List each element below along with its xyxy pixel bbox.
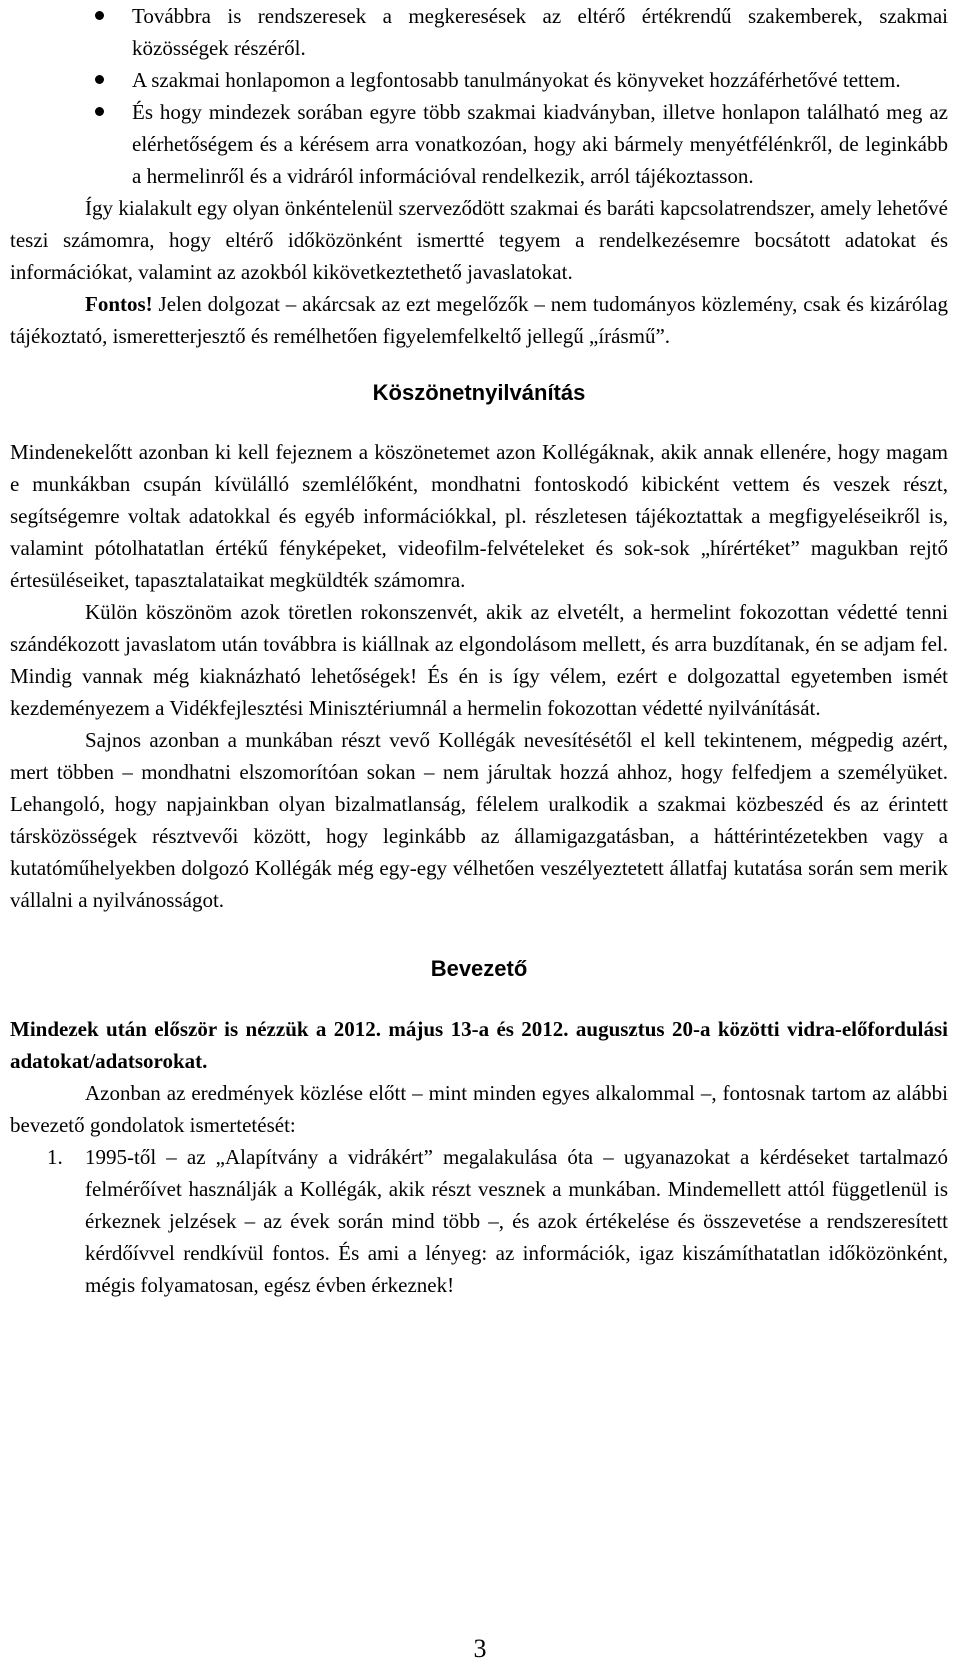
thanks-paragraph: Sajnos azonban a munkában részt vevő Kollégák nevesítésétől el kell tekintenem, mégpedig azért, mert többen – mondhatni elszomorítóan sokan – nem járultak hozzá ahhoz, hogy felfedjem a személyüket. Lehangoló, hogy napjainkban olyan bizalmatlanság, félelem uralkodik a szakmai közbeszéd és az érintett társközösségek résztvevői között, hogy leginkább az államigazgatásban, a háttérintézetekben vagy a kutatóműhelyekben dolgozó Kollégák még egy-egy vélhetően veszélyeztetett állatfaj kutatása során sem merik vállalni a nyilvánosságot. <box>10 728 948 912</box>
thanks-paragraph: Külön köszönöm azok töretlen rokonszenvét, akik az elvetélt, a hermelint fokozottan védetté tenni szándékozott javaslatom után továbbra is kiállnak az elgondolásom mellett, és arra buzdítanak, én se adjam fel. Mindig vannak még kiaknázható lehetőségek! És én is így vélem, ezért e dolgozattal egyetemben ismét kezdeményezem a Vidékfejlesztési Minisztériumnál a hermelin fokozottan védetté nyilvánítását. <box>10 600 948 720</box>
fontos-label: Fontos! <box>85 292 153 316</box>
bullet-dot-icon <box>95 107 104 116</box>
page-content <box>10 0 948 1301</box>
paragraph: Így kialakult egy olyan önkéntelenül szerveződött szakmai és baráti kapcsolatrendszer, amely lehetővé teszi számomra, hogy eltérő időközönként ismertté tegyem a rendelkezésemre bocsátott adatokat és információkat, valamint az azokból kikövetkeztethető javaslatokat. <box>10 196 948 284</box>
intro-paragraph: Azonban az eredmények közlése előtt – mint minden egyes alkalommal –, fontosnak tartom az alábbi bevezető gondolatok ismertetését: <box>10 1081 948 1137</box>
page-number: 3 <box>473 1634 487 1663</box>
bullet-text: És hogy mindezek sorában egyre több szakmai kiadványban, illetve honlapon található meg az elérhetőségem és a kérésem arra vonatkozóan, hogy aki bármely menyétfélénkről, de leginkább a hermelinről és a vidráról információval rendelkezik, arról tájékoztasson. <box>132 100 948 188</box>
section-heading-thanks: Köszönetnyilvánítás <box>372 380 586 405</box>
paragraph-fontos <box>10 288 948 352</box>
bullet-item <box>10 0 948 64</box>
numbered-item <box>10 1141 948 1301</box>
item-number: 1. <box>47 1145 63 1169</box>
item-text: 1995-től – az „Alapítvány a vidrákért” megalakulása óta – ugyanazokat a kérdéseket tartalmazó felmérőívet használják a Kollégák, akik részt vesznek a munkában. Mindemellett attól függetlenül is érkeznek jelzések – az évek során mind több –, és azok értékelése és összevetése a rendszeresített kérdőívvel rendkívül fontos. És ami a lényeg: az információk, igaz kiszámíthatatlan időközönként, mégis folyamatosan, egész évben érkeznek! <box>85 1145 948 1297</box>
section-heading-intro: Bevezető <box>430 956 528 981</box>
bullet-item <box>10 96 948 192</box>
bullet-list <box>10 0 948 192</box>
thanks-paragraph: Mindenekelőtt azonban ki kell fejeznem a köszönetemet azon Kollégáknak, akik annak ellenére, hogy magam e munkákban csupán kívülálló szemlélőként, mondhatni fontoskodó kibicként vettem és veszek részt, segítségemre voltak adatokkal és egyéb információkkal, pl. részletesen tájékoztattak a megfigyeléseikről is, valamint pótolhatatlan értékű fényképeket, videofilm-felvételeket és sok-sok „hírértéket” magukban rejtő értesüléseiket, tapasztalataikat megküldték számomra. <box>10 440 948 592</box>
bullet-item <box>10 64 948 96</box>
intro-bold-paragraph: Mindezek után először is nézzük a 2012. május 13-a és 2012. augusztus 20-a közötti vidra-előfordulási adatokat/adatsorokat. <box>10 1017 948 1073</box>
bullet-dot-icon <box>95 11 104 20</box>
paragraph-text: Jelen dolgozat – akárcsak az ezt megelőzők – nem tudományos közlemény, csak és kizárólag tájékoztató, ismeretterjesztő és remélhetően figyelemfelkeltő jellegű „írásmű”. <box>10 292 948 348</box>
bullet-text: A szakmai honlapomon a legfontosabb tanulmányokat és könyveket hozzáférhetővé tettem. <box>132 68 901 92</box>
bullet-dot-icon <box>95 75 104 84</box>
bullet-text: Továbbra is rendszeresek a megkeresések az eltérő értékrendű szakemberek, szakmai közösségek részéről. <box>132 4 948 60</box>
